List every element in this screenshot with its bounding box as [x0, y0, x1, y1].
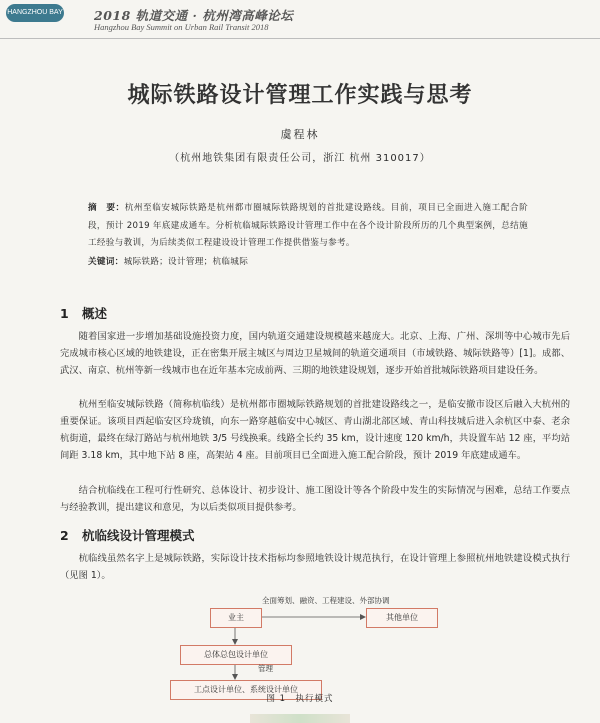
node-work-units: 工点设计单位、系统设计单位: [170, 680, 322, 700]
section-2-paragraph-1: 杭临线虽然名字上是城际铁路，实际设计技术指标均参照地铁设计规范执行，在设计管理上参照杭州地铁建设模式执行（见图 1）。: [60, 553, 570, 581]
conference-title: 2018 轨道交通 · 杭州湾高峰论坛: [94, 8, 294, 23]
section-number: 1: [60, 306, 69, 321]
section-1-paragraph-2: 杭州至临安城际铁路（简称杭临线）是杭州都市圈城际铁路规划的首批建设路线之一，是临安撤市设区后融入大杭州的重要保证。该项目西起临安区玲珑镇，向东一路穿越临安中心城区、青山湖北部区域、青山科技城后进入余杭区中泰、老余杭街道，最终在绿汀路站与杭州地铁 3/5 号线换乘。线路全长约 35 km，设计速度 120 km/h，共设置车站 12 座，平均站间距 3.18 km，其中地下站 8 座，高架站 4 座。目前项目已全面进入施工配合阶段，预计 2019 年底建成通车。: [60, 399, 570, 461]
abstract: [88, 200, 528, 253]
section-heading-2: [60, 526, 195, 544]
abstract-label: 摘 要：: [88, 203, 125, 213]
section-heading-1: [60, 304, 107, 322]
section-title: 概述: [82, 306, 108, 321]
figure-caption: 图 1 执行模式: [266, 694, 334, 704]
section-1-paragraph-3: 结合杭临线在工程可行性研究、总体设计、初步设计、施工图设计等各个阶段中发生的实际情况与困难，总结工作要点与经验教训，提出建议和意见，为以后类似项目提供参考。: [60, 485, 570, 513]
section-number: 2: [60, 528, 69, 543]
paper-author: 虞程林: [280, 128, 320, 141]
node-general-contractor: 总体总包设计单位: [180, 645, 292, 665]
header-divider: [0, 38, 600, 39]
paper-title: 城际铁路设计管理工作实践与思考: [127, 83, 473, 108]
conference-logo: HANGZHOU BAY: [6, 4, 64, 22]
conference-subtitle: Hangzhou Bay Summit on Urban Rail Transit 2018: [94, 22, 269, 32]
conference-header: [0, 0, 600, 40]
figure-1-diagram: [170, 595, 460, 707]
keywords-text: 城际铁路；设计管理；杭临城际: [123, 257, 249, 267]
footer-decoration: [250, 714, 350, 723]
section-1-paragraph-1: 随着国家进一步增加基础设施投资力度，国内轨道交通建设规模越来越庞大。北京、上海、广州、深圳等中心城市先后完成城市核心区域的地铁建设，正在密集开展主城区与周边卫星城间的轨道交通项目（市域铁路、城际铁路等）[1]。成都、武汉、南京、杭州等新一线城市也在近年基本完成前两、三期的地铁建设规划，逐步开始首批城际铁路项目建设任务。: [60, 331, 570, 376]
abstract-text: 杭州至临安城际铁路是杭州都市圈城际铁路规划的首批建设路线。目前，项目已全面进入施工配合阶段，预计 2019 年底建成通车。分析杭临城际铁路设计管理工作中在各个设计阶段所历的几个典型案例，总结施工经验与教训，为后续类似工程建设设计管理工作提供借鉴与参考。: [88, 203, 529, 248]
keywords: [88, 255, 528, 267]
node-owner: 业主: [210, 608, 262, 628]
edge-label-manage: 管理: [258, 664, 273, 673]
section-title: 杭临线设计管理模式: [82, 528, 195, 543]
paper-affiliation: （杭州地铁集团有限责任公司，浙江 杭州 310017）: [169, 153, 431, 164]
edge-label-coordination: 全面筹划、融资、工程建设、外部协调: [262, 596, 390, 605]
node-other-units: 其他单位: [366, 608, 438, 628]
keywords-label: 关键词：: [88, 257, 124, 267]
